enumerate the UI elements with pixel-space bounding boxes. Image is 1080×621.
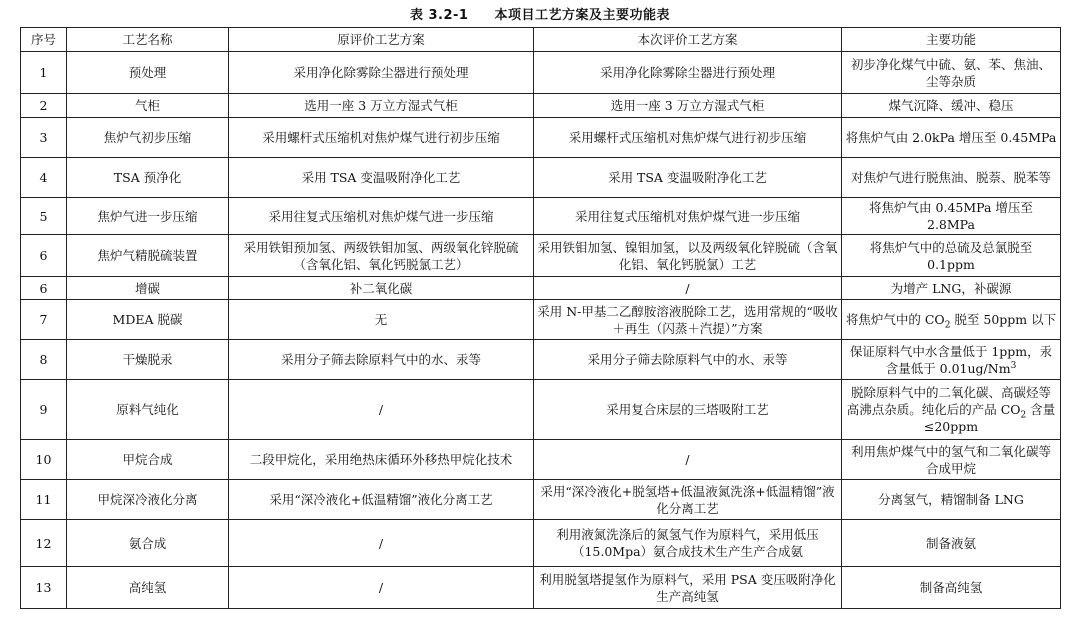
table-row [21, 118, 1061, 158]
table-row [21, 440, 1061, 480]
cell-current-scheme: 采用“深冷液化+脱氢塔+低温液氮洗涤+低温精馏”液化分离工艺 [534, 480, 842, 520]
cell-current-scheme: 利用脱氢塔提氢作为原料气，采用 PSA 变压吸附净化生产高纯氢 [534, 567, 842, 609]
function-text: 含量≤20ppm [923, 402, 1056, 434]
table-row [21, 300, 1061, 340]
cell-no: 12 [21, 520, 67, 567]
cell-main-function: 煤气沉降、缓冲、稳压 [842, 94, 1061, 118]
table-row [21, 235, 1061, 277]
cell-current-scheme: / [534, 277, 842, 300]
cell-main-function: 将焦炉气中的总硫及总氯脱至 0.1ppm [842, 235, 1061, 277]
table-row [21, 277, 1061, 300]
superscript-text: 3 [1010, 360, 1017, 371]
function-text: 将焦炉气中的 CO [845, 312, 945, 327]
subscript-text: 2 [1020, 410, 1027, 421]
table-row [21, 94, 1061, 118]
cell-main-function: 为增产 LNG，补碳源 [842, 277, 1061, 300]
cell-main-function [842, 380, 1061, 440]
cell-main-function [842, 340, 1061, 380]
header-main-function: 主要功能 [842, 28, 1061, 52]
cell-original-scheme: 补二氧化碳 [229, 277, 534, 300]
cell-main-function: 将焦炉气由 2.0kPa 增压至 0.45MPa [842, 118, 1061, 158]
table-row [21, 198, 1061, 235]
function-text: 脱至 50ppm 以下 [950, 312, 1057, 327]
cell-original-scheme: 二段甲烷化，采用绝热床循环外移热甲烷化技术 [229, 440, 534, 480]
cell-no: 10 [21, 440, 67, 480]
cell-process-name: 原料气纯化 [67, 380, 229, 440]
table-row [21, 520, 1061, 567]
cell-current-scheme: 采用分子筛去除原料气中的水、汞等 [534, 340, 842, 380]
table-row [21, 380, 1061, 440]
process-table [20, 27, 1061, 609]
cell-main-function: 对焦炉气进行脱焦油、脱萘、脱苯等 [842, 158, 1061, 198]
cell-original-scheme: 采用“深冷液化+低温精馏”液化分离工艺 [229, 480, 534, 520]
table-caption [0, 4, 1080, 23]
cell-current-scheme: 采用净化除雾除尘器进行预处理 [534, 52, 842, 94]
cell-current-scheme: 采用复合床层的三塔吸附工艺 [534, 380, 842, 440]
cell-main-function: 将焦炉气由 0.45MPa 增压至 2.8MPa [842, 198, 1061, 235]
cell-process-name: 焦炉气进一步压缩 [67, 198, 229, 235]
cell-main-function: 制备高纯氢 [842, 567, 1061, 609]
cell-main-function: 制备液氨 [842, 520, 1061, 567]
table-row [21, 480, 1061, 520]
function-text: 保证原料气中水含量低于 1ppm，汞含量低于 0.01ug/Nm [849, 343, 1053, 376]
header-process-name: 工艺名称 [67, 28, 229, 52]
cell-no: 11 [21, 480, 67, 520]
cell-no: 5 [21, 198, 67, 235]
table-row [21, 52, 1061, 94]
cell-original-scheme: 采用铁钼预加氢、两级铁钼加氢、两级氧化锌脱硫（含氧化铝、氧化钙脱氯工艺） [229, 235, 534, 277]
table-row [21, 567, 1061, 609]
cell-original-scheme: 采用往复式压缩机对焦炉煤气进一步压缩 [229, 198, 534, 235]
header-current-scheme: 本次评价工艺方案 [534, 28, 842, 52]
cell-no: 6 [21, 277, 67, 300]
header-original-scheme: 原评价工艺方案 [229, 28, 534, 52]
cell-original-scheme: 采用净化除雾除尘器进行预处理 [229, 52, 534, 94]
table-title: 本项目工艺方案及主要功能表 [494, 8, 670, 23]
cell-no: 13 [21, 567, 67, 609]
cell-current-scheme: 采用螺杆式压缩机对焦炉煤气进行初步压缩 [534, 118, 842, 158]
cell-main-function: 利用焦炉煤气中的氢气和二氧化碳等合成甲烷 [842, 440, 1061, 480]
cell-process-name: TSA 预净化 [67, 158, 229, 198]
subscript-text: 2 [944, 320, 951, 331]
cell-no: 6 [21, 235, 67, 277]
cell-main-function: 初步净化煤气中硫、氨、苯、焦油、尘等杂质 [842, 52, 1061, 94]
cell-current-scheme: 采用往复式压缩机对焦炉煤气进一步压缩 [534, 198, 842, 235]
cell-original-scheme: / [229, 567, 534, 609]
cell-main-function [842, 300, 1061, 340]
cell-process-name: 增碳 [67, 277, 229, 300]
cell-no: 7 [21, 300, 67, 340]
cell-original-scheme: 无 [229, 300, 534, 340]
cell-no: 1 [21, 52, 67, 94]
cell-original-scheme: 采用 TSA 变温吸附净化工艺 [229, 158, 534, 198]
cell-no: 2 [21, 94, 67, 118]
cell-process-name: 甲烷合成 [67, 440, 229, 480]
cell-no: 3 [21, 118, 67, 158]
table-row [21, 158, 1061, 198]
cell-original-scheme: / [229, 520, 534, 567]
cell-original-scheme: 采用螺杆式压缩机对焦炉煤气进行初步压缩 [229, 118, 534, 158]
cell-process-name: 预处理 [67, 52, 229, 94]
cell-main-function: 分离氢气，精馏制备 LNG [842, 480, 1061, 520]
cell-process-name: 干燥脱汞 [67, 340, 229, 380]
cell-current-scheme: / [534, 440, 842, 480]
cell-current-scheme: 采用 TSA 变温吸附净化工艺 [534, 158, 842, 198]
cell-process-name: 甲烷深冷液化分离 [67, 480, 229, 520]
function-text: 脱除原料气中的二氧化碳、高碳烃等高沸点杂质。纯化后的产品 CO [846, 385, 1051, 417]
cell-original-scheme: 选用一座 3 万立方湿式气柜 [229, 94, 534, 118]
header-no: 序号 [21, 28, 67, 52]
cell-current-scheme: 利用液氮洗涤后的氮氢气作为原料气，采用低压（15.0Mpa）氨合成技术生产生产合成氨 [534, 520, 842, 567]
cell-original-scheme: 采用分子筛去除原料气中的水、汞等 [229, 340, 534, 380]
cell-original-scheme: / [229, 380, 534, 440]
cell-process-name: 氨合成 [67, 520, 229, 567]
table-row [21, 340, 1061, 380]
cell-no: 8 [21, 340, 67, 380]
cell-current-scheme: 采用铁钼加氢、镍钼加氢，以及两级氧化锌脱硫（含氧化铝、氧化钙脱氯）工艺 [534, 235, 842, 277]
cell-no: 9 [21, 380, 67, 440]
cell-process-name: 焦炉气精脱硫装置 [67, 235, 229, 277]
cell-process-name: 高纯氢 [67, 567, 229, 609]
cell-current-scheme: 采用 N-甲基二乙醇胺溶液脱除工艺，选用常规的“吸收＋再生（闪蒸＋汽提）”方案 [534, 300, 842, 340]
cell-no: 4 [21, 158, 67, 198]
cell-process-name: 焦炉气初步压缩 [67, 118, 229, 158]
cell-process-name: 气柜 [67, 94, 229, 118]
table-number: 表 3.2-1 [409, 8, 469, 23]
cell-process-name: MDEA 脱碳 [67, 300, 229, 340]
table-header-row [21, 28, 1061, 52]
cell-current-scheme: 选用一座 3 万立方湿式气柜 [534, 94, 842, 118]
